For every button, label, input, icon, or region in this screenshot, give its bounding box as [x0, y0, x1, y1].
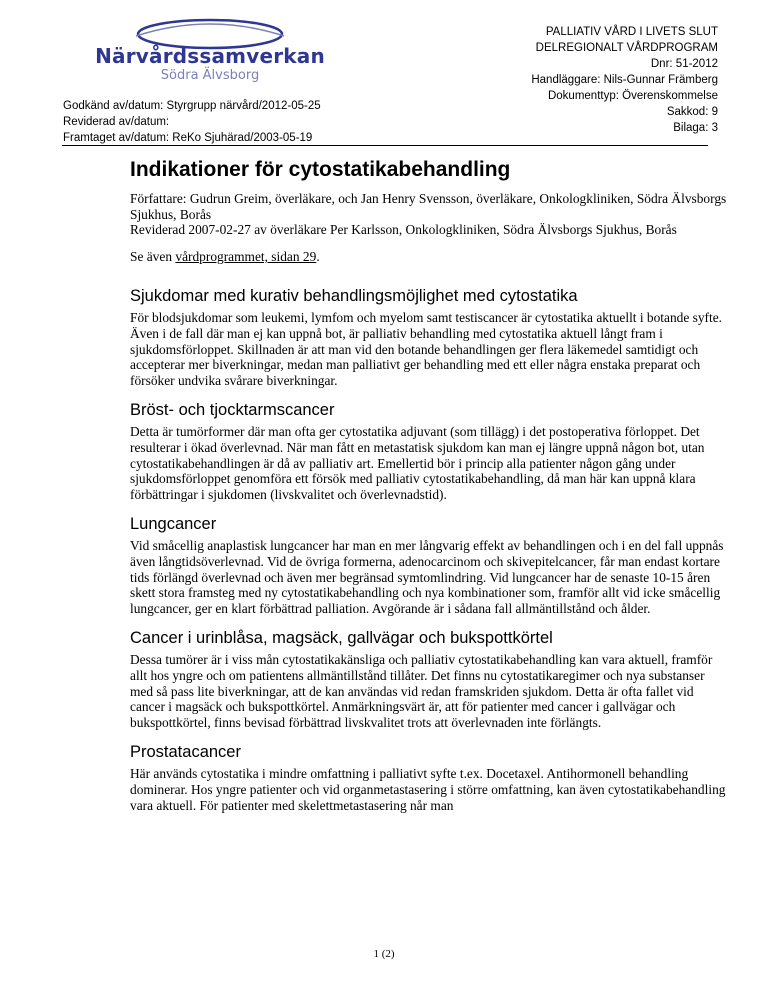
page-title: Indikationer för cytostatikabehandling — [130, 158, 511, 181]
section-heading: Bröst- och tjocktarmscancer — [130, 400, 335, 419]
page-number: 1 (2) — [373, 948, 395, 960]
see-also-suffix: . — [316, 249, 320, 265]
section-body: För blodsjukdomar som leukemi, lymfom och myelom samt testiscancer är cytostatika aktuellt i botande syfte. Även i de fall där man ej kan uppnå bot, är palliativ behandling med cytostatika aktuell långt fram i sjukdomsförloppet. Skillnaden är att man vid den botande behandlingen ger flera läkemedel samtidigt och accepterar mer biverkningar, medan man palliativt ger behandling med ett eller några enstaka preparat och försöker undvika svårare biverkningar. — [130, 309, 723, 389]
program-type: DELREGIONALT VÅRDPROGRAM — [535, 42, 718, 54]
revision-note: Reviderad 2007-02-27 av överläkare Per Karlsson, Onkologkliniken, Södra Älvsborgs Sjukhus, Borås — [130, 222, 677, 238]
see-also-prefix: Se även — [130, 249, 176, 265]
section-body: Vid småcellig anaplastisk lungcancer har man en mer långvarig effekt av behandlingen och i en del fall uppnås även långtidsöverlevnad. Vid de övriga formerna, adenocarcinom och skivepitelcancer, får man endast kortare tids förlängd överlevnad och även mer begränsad symtomlindring. Vid lungcancer har de senaste 10-15 åren skett stora framsteg med ny cytostatikabehandling och nya kombinationer som, framför allt vid icke småcellig lungcancer, ger en klart förbättrad palliation. Avgörande är i sådana fall allmäntillstånd och ålder. — [130, 537, 724, 617]
header-divider — [62, 145, 708, 146]
authors-block — [130, 191, 730, 238]
section-body: Detta är tumörformer där man ofta ger cytostatika adjuvant (som tillägg) i det postoperativa förloppet. Det resulterar i ökad överlevnad. När man fått en metastatisk sjukdom kan man ej längre uppnå någon bot, utan cytostatikabehandlingen är då av palliativ art. Emellertid bör i princip alla patienter någon gång under sjukdomsförloppet genomföra ett försök med palliativ cytostatikabehandling, då man här kan uppnå klara förbättringar i sjukdomen (livskvalitet och överlevnadstid). — [130, 423, 705, 503]
section-heading: Sjukdomar med kurativ behandlingsmöjlighet med cytostatika — [130, 286, 578, 305]
section-heading: Lungcancer — [130, 514, 217, 533]
subject-code: Sakkod: 9 — [666, 106, 718, 118]
section-heading: Prostatacancer — [130, 742, 241, 761]
program-name: PALLIATIV VÅRD I LIVETS SLUT — [545, 26, 718, 38]
section-body: Dessa tumörer är i viss mån cytostatikakänsliga och palliativ cytostatikabehandling kan vara aktuell, framför allt hos yngre och om patientens allmäntillstånd tillåter. Det finns nu cytostatikaregimer och nya substanser med så pass lite biverkningar, att de kan användas vid redan framskriden sjukdom. Detta är ofta fallet vid cancer i magsäck och bukspottkörtel. Anmärkningsvärt är, att för patienter med cancer i gallvägar och bukspottkörtel, finns bevisad förbättrad livskvalitet trots att överlevnaden inte förlängts. — [130, 651, 713, 731]
header-document-info — [531, 24, 718, 136]
section-body: Här används cytostatika i mindre omfattning i palliativt syfte t.ex. Docetaxel. Antihormonell behandling dominerar. Hos yngre patienter och vid organmetastasering i större omfattning, kan även cytostatikabehandling vara aktuell. För patienter med skelettmetastasering når man — [130, 765, 726, 813]
document-body — [130, 158, 730, 813]
header-approval-info — [63, 98, 321, 146]
logo-name: Närvårdssamverkan — [95, 44, 325, 68]
see-also — [130, 249, 730, 265]
document-type: Dokumenttyp: Överenskommelse — [547, 90, 718, 102]
section-heading: Cancer i urinblåsa, magsäck, gallvägar och bukspottkörtel — [130, 628, 553, 647]
handler: Handläggare: Nils-Gunnar Främberg — [531, 74, 718, 86]
authors: Författare: Gudrun Greim, överläkare, och Jan Henry Svensson, överläkare, Onkologkliniken, Södra Älvsborgs Sjukhus, Borås — [130, 190, 727, 222]
created-line: Framtaget av/datum: ReKo Sjuhärad/2003-05-19 — [63, 132, 313, 144]
logo-subtitle: Södra Älvsborg — [160, 68, 260, 83]
approved-line: Godkänd av/datum: Styrgrupp närvård/2012-05-25 — [63, 100, 321, 112]
care-program-link[interactable]: vårdprogrammet, sidan 29 — [175, 249, 317, 265]
dnr: Dnr: 51-2012 — [650, 58, 718, 70]
appendix: Bilaga: 3 — [673, 122, 718, 134]
organization-logo — [90, 14, 330, 86]
revised-line: Reviderad av/datum: — [63, 116, 170, 128]
